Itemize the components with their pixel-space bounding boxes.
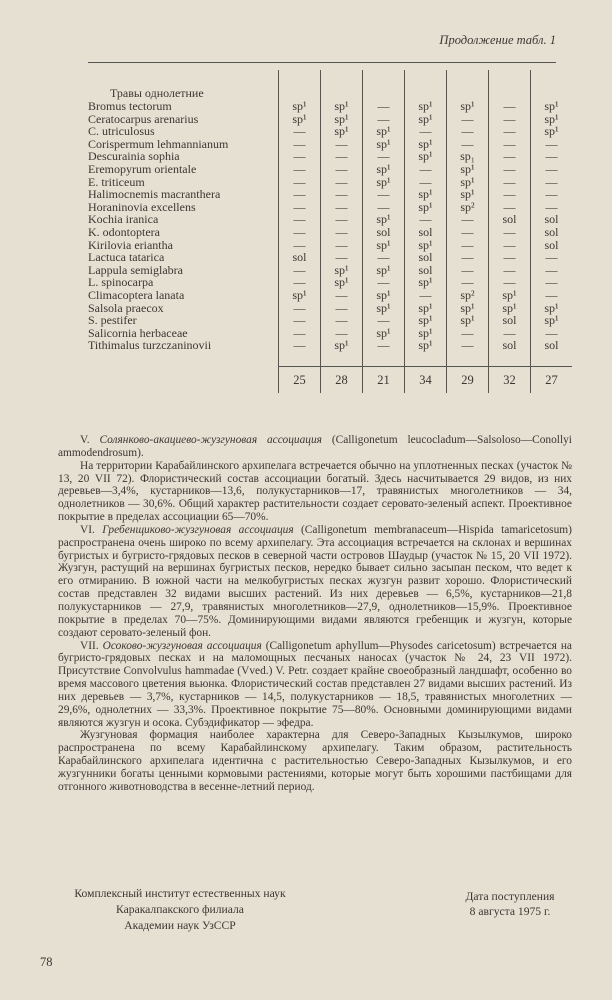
species-count-cell: 27 (531, 366, 573, 393)
species-name: Bromus tectorum (88, 99, 172, 113)
paragraph: На территории Карабайлинского архипелага встречается обычно на уплотненных песках (участок № 13, 20 VII 72). Флористический состав ассоциации богатый. Здесь насчитывается 29 видов, из них деревьев—3,4%, кустарников—13,6, полукустарников—17, травянистых многолетников — 34, однолетников — 30,6%. Общий характер растительности создает серовато-зеленый аспект. Проективное покрытие в пределах ассоциации 65—70%. (58, 459, 572, 524)
abundance-cell: — (489, 239, 531, 252)
abundance-cell: — (279, 302, 321, 315)
abundance-cell: sp¹ (447, 302, 489, 315)
species-count-cell: 32 (489, 366, 531, 393)
abundance-cell: sol (531, 239, 573, 252)
abundance-cell: sol (489, 339, 531, 352)
abundance-cell: — (405, 176, 447, 189)
abundance-cell: — (489, 125, 531, 138)
abundance-cell: — (405, 213, 447, 226)
abundance-cell: sp¹ (321, 276, 363, 289)
abundance-cell: — (321, 251, 363, 264)
abundance-cell: — (447, 251, 489, 264)
abundance-cell: — (321, 201, 363, 214)
abundance-cell: — (279, 239, 321, 252)
abundance-cell: — (279, 150, 321, 163)
table-row (88, 163, 572, 176)
abundance-cell: — (489, 163, 531, 176)
abundance-cell: sp¹ (363, 125, 405, 138)
abundance-cell: — (531, 138, 573, 151)
abundance-cell: — (447, 264, 489, 277)
species-name: K. odontoptera (88, 224, 160, 239)
table-row (88, 314, 572, 327)
abundance-cell: — (321, 163, 363, 176)
table-row (88, 113, 572, 126)
abundance-cell: sp¹ (405, 276, 447, 289)
paragraph-association-vii: VII. Осоково-жузгуновая ассоциация (Calligonetum aphyllum—Physodes caricetosum) встречается на бугристо-грядовых песках и на маломощных песчаных наносах (участок № 24, 23 VII 1972). Присутствие Convolvulus hammadae (Vved.) V. Petr. создает крайне своеобразный ландшафт, особенно во время массового цветения вьюнка. Флористический состав представлен 27 видами высших растений. Из них деревьев — 3,7%, кустарников — 14,5, полукустарников — 18,5, травянистых многолетних — 29,6%, однолетних — 33,3%. Проективное покрытие 75—80%. Основными доминирующими видами являются жузгун и осока. Субэдификатор — эфедра. (58, 639, 572, 729)
abundance-cell: — (321, 213, 363, 226)
abundance-cell: — (279, 188, 321, 201)
abundance-cell: sp¹ (321, 125, 363, 138)
abundance-cell: — (531, 163, 573, 176)
abundance-cell: — (279, 226, 321, 239)
abundance-cell: — (363, 251, 405, 264)
abundance-cell: — (279, 213, 321, 226)
abundance-cell: sp¹ (405, 138, 447, 151)
species-name: Tithimalus turzczaninovii (88, 338, 212, 353)
abundance-cell: — (531, 264, 573, 277)
table-row (88, 289, 572, 302)
abundance-cell: — (321, 239, 363, 252)
abundance-cell: — (321, 138, 363, 151)
abundance-cell: — (363, 201, 405, 214)
abundance-cell: — (279, 176, 321, 189)
abundance-cell: — (489, 150, 531, 163)
abundance-cell: sp¹ (405, 188, 447, 201)
abundance-cell: sp¹ (321, 100, 363, 113)
abundance-cell: sp¹ (447, 188, 489, 201)
abundance-cell: — (447, 339, 489, 352)
received-date: Дата поступления 8 августа 1975 г. (465, 890, 555, 918)
abundance-cell: sp¹ (363, 176, 405, 189)
abundance-cell: sp¹ (405, 150, 447, 163)
abundance-cell: sp¹ (489, 289, 531, 302)
table-row (88, 188, 572, 201)
abundance-cell: — (321, 150, 363, 163)
table-top-rule (88, 62, 556, 63)
abundance-cell: — (447, 276, 489, 289)
abundance-cell: sol (405, 264, 447, 277)
abundance-cell: sp¹ (405, 302, 447, 315)
paragraph-association-v: V. Солянково-акациево-жузгуновая ассоциация (Calligonetum leucocladum—Salsoloso—Conollyi ammodendrosum). (58, 434, 572, 459)
abundance-cell: — (321, 314, 363, 327)
abundance-cell: — (531, 150, 573, 163)
abundance-cell: — (489, 188, 531, 201)
species-count-row (88, 366, 572, 393)
abundance-cell: — (531, 289, 573, 302)
abundance-cell: — (363, 339, 405, 352)
abundance-cell: — (489, 327, 531, 340)
abundance-cell: — (279, 201, 321, 214)
abundance-cell: — (489, 100, 531, 113)
abundance-cell: — (489, 201, 531, 214)
species-name: Kochia iranica (88, 212, 159, 227)
abundance-cell: sp¹ (531, 302, 573, 315)
abundance-cell: sp¹ (531, 125, 573, 138)
species-name: C. utriculosus (88, 124, 155, 139)
abundance-cell: — (489, 226, 531, 239)
table-row (88, 213, 572, 226)
abundance-cell: sol (405, 226, 447, 239)
species-name: Salicornia herbaceae (88, 325, 188, 340)
species-count-cell: 34 (405, 366, 447, 393)
abundance-cell: sp¹ (531, 113, 573, 126)
abundance-cell: sol (363, 226, 405, 239)
association-title: Гребенщиково-жузгуновая ассоциация (102, 523, 294, 536)
abundance-cell: — (489, 113, 531, 126)
abundance-cell: sp¹ (447, 163, 489, 176)
abundance-cell: sp² (447, 289, 489, 302)
abundance-cell: sp¹ (321, 339, 363, 352)
species-name: S. pestifer (88, 313, 137, 328)
species-name: Eremopyrum orientale (88, 161, 197, 176)
species-name: Kirilovia eriantha (88, 237, 173, 252)
abundance-cell: — (279, 339, 321, 352)
abundance-cell: — (405, 163, 447, 176)
abundance-cell: sp¹ (279, 289, 321, 302)
abundance-cell: sp¹ (363, 302, 405, 315)
abundance-cell: sp¹ (531, 314, 573, 327)
abundance-cell: — (489, 264, 531, 277)
species-table (88, 70, 572, 393)
abundance-cell: — (489, 176, 531, 189)
species-name: E. triticeum (88, 174, 145, 189)
table-row (88, 264, 572, 277)
species-name: Ceratocarpus arenarius (88, 111, 199, 126)
species-count-cell: 21 (363, 366, 405, 393)
abundance-cell: sol (531, 339, 573, 352)
abundance-cell: sp¹ (405, 239, 447, 252)
abundance-cell: — (279, 163, 321, 176)
abundance-cell: sp¹ (447, 176, 489, 189)
abundance-cell: — (321, 188, 363, 201)
abundance-cell: — (363, 100, 405, 113)
abundance-cell: — (531, 276, 573, 289)
abundance-cell: sol (531, 226, 573, 239)
abundance-cell: — (531, 188, 573, 201)
abundance-cell: sp¹ (279, 113, 321, 126)
abundance-cell: — (279, 264, 321, 277)
abundance-cell: sp¹ (363, 163, 405, 176)
abundance-cell: sp¹ (321, 113, 363, 126)
abundance-cell: — (279, 314, 321, 327)
abundance-cell: sp¹ (363, 213, 405, 226)
abundance-cell: — (447, 239, 489, 252)
abundance-cell: — (321, 327, 363, 340)
abundance-cell: — (489, 138, 531, 151)
abundance-cell: — (321, 302, 363, 315)
table-row (88, 100, 572, 113)
abundance-cell: sp¹ (405, 327, 447, 340)
abundance-cell: — (279, 125, 321, 138)
association-title: Солянково-акациево-жузгуновая ассоциация (99, 434, 322, 446)
abundance-cell: — (279, 138, 321, 151)
abundance-cell: sp₁ (447, 150, 489, 163)
species-name: Halimocnemis macranthera (88, 187, 221, 202)
table-row (88, 339, 572, 352)
abundance-cell: sol (405, 251, 447, 264)
abundance-cell: — (279, 276, 321, 289)
species-count-cell: 29 (447, 366, 489, 393)
abundance-cell: sp¹ (405, 314, 447, 327)
species-name: Lappula semiglabra (88, 262, 183, 277)
abundance-cell: — (363, 314, 405, 327)
species-name: Descurainia sophia (88, 149, 180, 164)
abundance-cell: — (363, 188, 405, 201)
abundance-cell: sp¹ (363, 138, 405, 151)
abundance-cell: sp² (447, 201, 489, 214)
table-row (88, 201, 572, 214)
abundance-cell: sp¹ (405, 339, 447, 352)
table-row (88, 302, 572, 315)
paragraph-conclusion: Жузгуновая формация наиболее характерна для Северо-Западных Кызылкумов, широко распространена по всему Карабайлинскому архипелагу. Таким образом, растительность Карабайлинского архипелага идентична с растительностью Северо-Западных Кызылкумов, и его жузгунники богаты ценными кормовыми растениями, которые могут быть хорошими пастбищами для отгонного животноводства в весенне-летний период. (58, 729, 572, 793)
abundance-cell: — (531, 327, 573, 340)
abundance-cell: sp¹ (447, 100, 489, 113)
table-row (88, 251, 572, 264)
abundance-cell: — (447, 113, 489, 126)
table-row (88, 125, 572, 138)
abundance-cell: sp¹ (531, 100, 573, 113)
abundance-cell: sp¹ (405, 100, 447, 113)
abundance-cell: — (279, 327, 321, 340)
abundance-cell: — (489, 276, 531, 289)
abundance-cell: sp¹ (363, 289, 405, 302)
abundance-cell: — (363, 150, 405, 163)
species-name: Climacoptera lanata (88, 287, 185, 302)
species-count-cell: 28 (321, 366, 363, 393)
association-title: Осоково-жузгуновая ассоциация (102, 639, 262, 652)
affiliation: Комплексный институт естественных наук Каракалпакского филиала Академии наук УзССР (74, 887, 286, 932)
species-name: Horaninovia excellens (88, 199, 196, 214)
abundance-cell: — (447, 226, 489, 239)
abundance-cell: — (363, 276, 405, 289)
abundance-cell: — (405, 125, 447, 138)
body-text (58, 434, 572, 794)
species-name: Salsola praecox (88, 300, 164, 315)
abundance-cell: sp¹ (447, 314, 489, 327)
abundance-cell: sp¹ (405, 201, 447, 214)
abundance-cell: — (447, 327, 489, 340)
abundance-cell: — (447, 213, 489, 226)
abundance-cell: — (321, 176, 363, 189)
abundance-cell: sol (489, 213, 531, 226)
species-name: L. spinocarpa (88, 275, 154, 290)
abundance-cell: — (321, 226, 363, 239)
abundance-cell: — (321, 289, 363, 302)
paragraph-association-vi: VI. Гребенщиково-жузгуновая ассоциация (Calligonetum membranaceum—Hispida tamaricetosum) распространена очень широко по всему архипелагу. Эта ассоциация встречается на склонах и вершинах бугристых и бугристо-грядовых песков в северной части островов Шаудыр (участок № 15, 20 VII 1972). Жузгун, растущий на вершинах бугристых песков, нередко бывает сильно засыпан песком, что ведет к его отмиранию. В южной части на мелкобугристых песках жузгун развит хорошо. Флористический состав представлен 32 видами высших растений. Из них деревьев — 6,5%, кустарников—21,8 полукустарников — 27,9, травянистых многолетников—27,9, однолетников—15,9%. Проективное покрытие в пределах 70—75%. Доминирующими видами являются гребенщик и жузгун, которые создают серовато-зеленый фон. (58, 523, 572, 639)
abundance-cell: — (447, 125, 489, 138)
abundance-cell: — (489, 251, 531, 264)
abundance-cell: — (447, 138, 489, 151)
abundance-cell: — (405, 289, 447, 302)
abundance-cell: sp¹ (321, 264, 363, 277)
abundance-cell: — (531, 251, 573, 264)
species-name: Lactuca tatarica (88, 250, 165, 265)
abundance-cell: sp¹ (279, 100, 321, 113)
abundance-cell: sp¹ (405, 113, 447, 126)
abundance-cell: sp¹ (489, 302, 531, 315)
abundance-cell: sp¹ (363, 327, 405, 340)
table-row (88, 226, 572, 239)
abundance-cell: — (531, 201, 573, 214)
page-number: 78 (40, 955, 53, 969)
abundance-cell: sol (489, 314, 531, 327)
abundance-cell: sol (279, 251, 321, 264)
abundance-cell: — (531, 176, 573, 189)
table-continuation-label: Продолжение табл. 1 (439, 33, 556, 47)
abundance-cell: sol (531, 213, 573, 226)
abundance-cell: — (363, 113, 405, 126)
abundance-cell: sp¹ (363, 264, 405, 277)
species-name: Corispermum lehmannianum (88, 136, 229, 151)
species-count-cell: 25 (279, 366, 321, 393)
abundance-cell: sp¹ (363, 239, 405, 252)
section-heading: Травы однолетние (110, 86, 204, 101)
table-section-heading-row (88, 70, 572, 100)
